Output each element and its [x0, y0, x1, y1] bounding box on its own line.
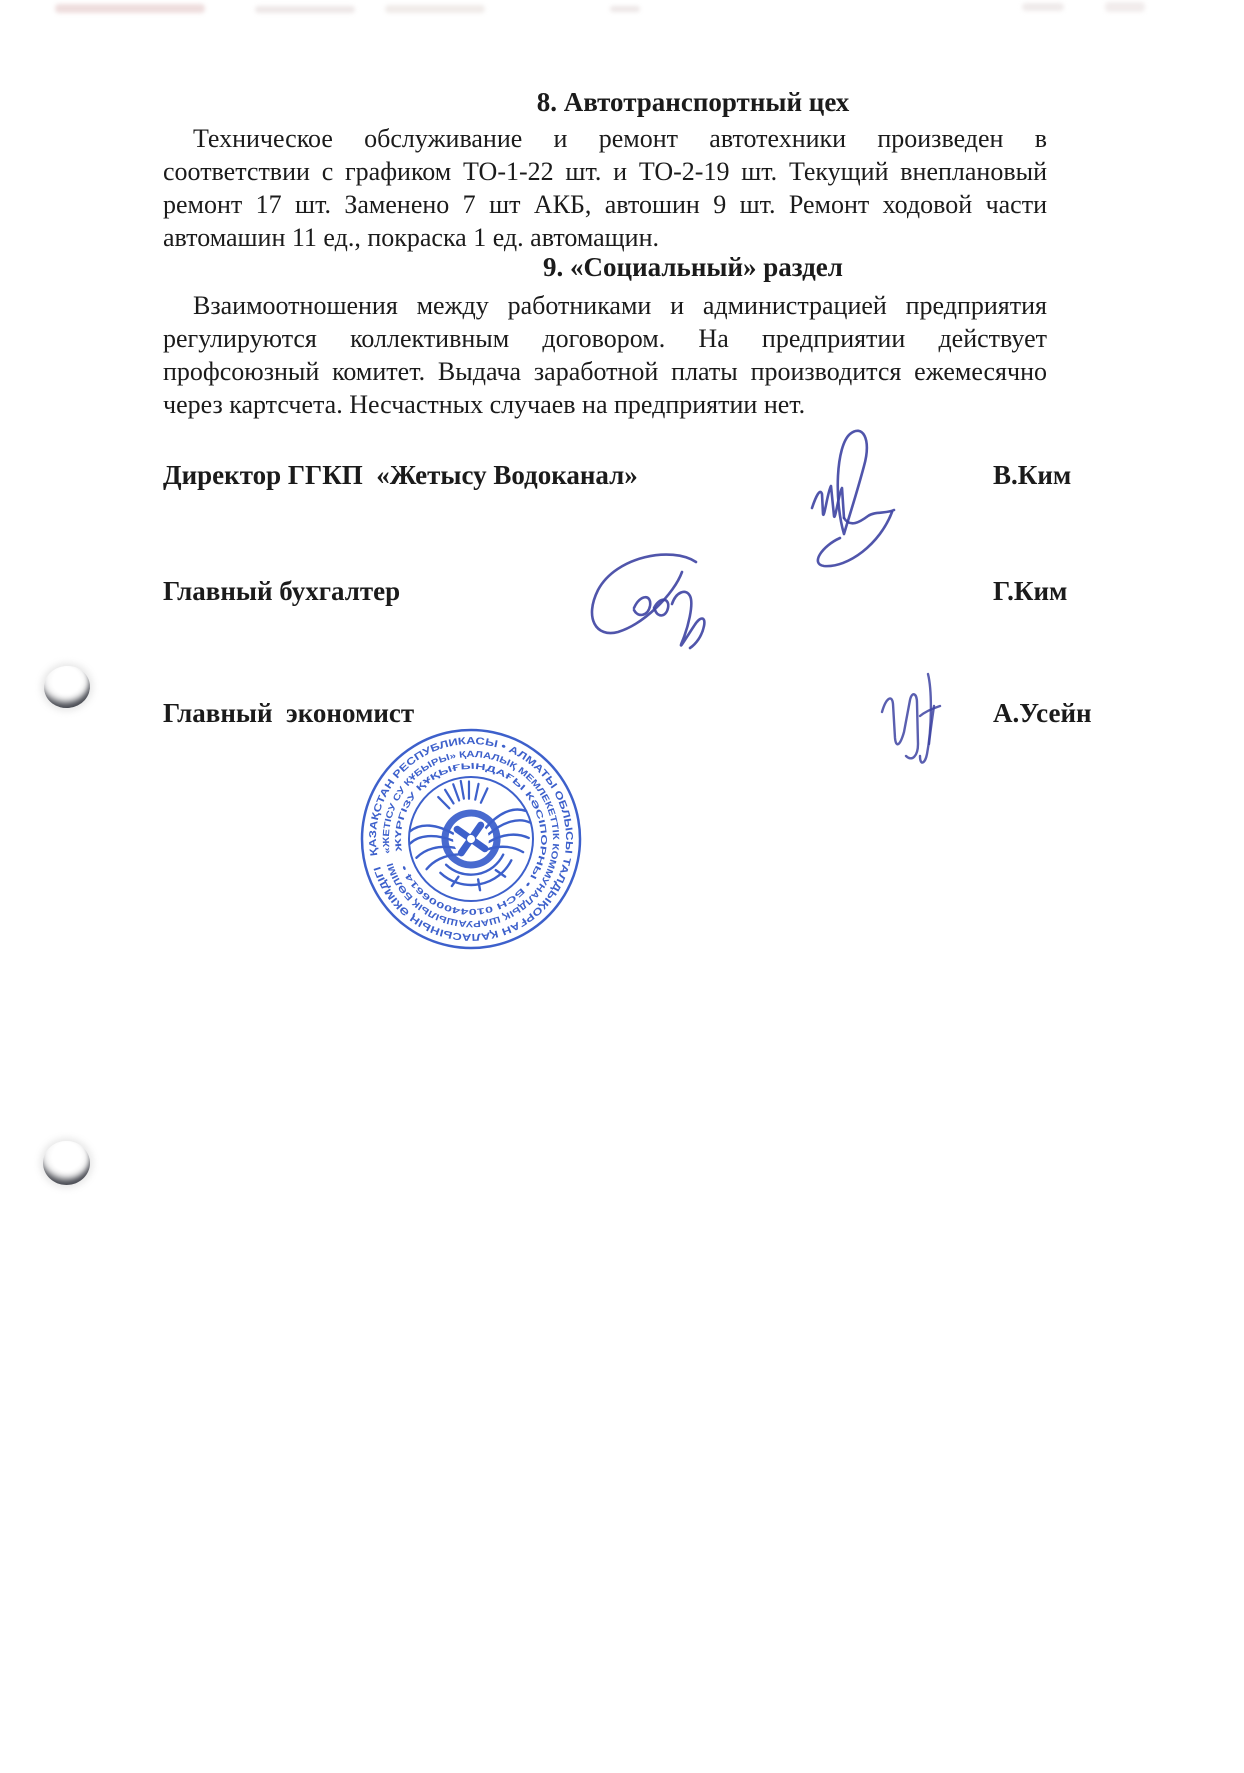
signature-row-chief-economist	[163, 697, 1103, 731]
paragraph-line: соответствии с графиком ТО-1-22 шт. и ТО-2-19 шт. Текущий внеплановый	[163, 157, 1047, 186]
signature-name: А.Усейн	[993, 698, 1092, 728]
stamp-middle-ring-text: «ЖЕТІСУ СУ ҚҰБЫРЫ» ҚАЛАЛЫҚ МЕМЛЕКЕТТІК КОММУНАЛДЫҚ ШАРУАШЫЛЫҚ БӨЛІМІ	[380, 748, 562, 930]
signature-row-director	[163, 459, 1103, 493]
scan-smudge	[55, 4, 205, 13]
paragraph-line: Техническое обслуживание и ремонт автотехники произведен в	[193, 124, 1047, 153]
scan-smudge	[385, 5, 485, 13]
paragraph-line: автомашин 11 ед., покраска 1 ед. автомащин.	[163, 223, 660, 252]
section9-paragraph	[163, 289, 1047, 421]
paragraph-line: через картсчета. Несчастных случаев на предприятии нет.	[163, 390, 806, 419]
paragraph-line: ремонт 17 шт. Заменено 7 шт АКБ, автошин 9 шт. Ремонт ходовой части	[163, 190, 1047, 219]
signature-name: Г.Ким	[993, 576, 1068, 606]
punch-hole-shadow	[42, 664, 92, 711]
paragraph-line: регулируются коллективным договором. На предприятии действует	[163, 324, 1047, 353]
stamp-outer-ring-text: ҚАЗАҚСТАН РЕСПУБЛИКАСЫ • АЛМАТЫ ОБЛЫСЫ ТАЛДЫҚОРҒАН ҚАЛАСЫНЫҢ ӘКІМДІГІ	[367, 735, 575, 943]
scan-smudge	[1022, 3, 1064, 11]
punch-hole-shadow	[43, 1141, 90, 1185]
scan-smudge	[610, 6, 640, 12]
signature-title: Главный экономист	[163, 698, 415, 728]
section8-heading: 8. Автотранспортный цех	[536, 87, 850, 117]
official-stamp-graphic	[338, 706, 604, 972]
signature-title: Главный бухгалтер	[163, 576, 401, 606]
stamp-inner-ring-text: ЖҮРГІЗУ ҚҰҚЫҒЫНДАҒЫ КӘСІПОРНЫ • БСН 010440006614 •	[392, 760, 550, 918]
director-signature-ink	[778, 416, 928, 576]
section8-paragraph	[163, 122, 1047, 254]
signature-title: Директор ГГКП «Жетысу Водоканал»	[163, 460, 638, 490]
scan-smudge	[255, 6, 355, 13]
section9-heading: 9. «Социальный» раздел	[543, 252, 843, 282]
scan-smudge	[1105, 2, 1145, 12]
emblem-sun-rays-icon	[436, 777, 490, 810]
paragraph-line: профсоюзный комитет. Выдача заработной платы производится ежемесячно	[163, 357, 1047, 386]
signature-row-chief-accountant	[163, 575, 1103, 609]
signature-name: В.Ким	[993, 460, 1072, 490]
paragraph-line: Взаимоотношения между работниками и администрацией предприятия	[193, 291, 1047, 320]
official-stamp	[338, 706, 604, 972]
